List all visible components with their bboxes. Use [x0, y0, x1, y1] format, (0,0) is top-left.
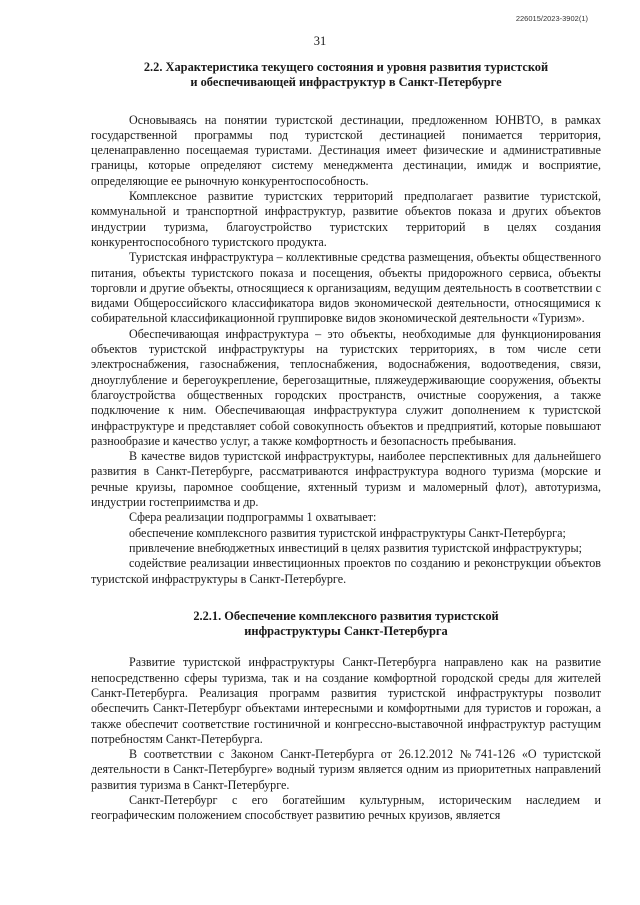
paragraph-subprogram-scope: Сфера реализации подпрограммы 1 охватывает:: [129, 510, 377, 525]
list-item: обеспечение комплексного развития туристской инфраструктуры Санкт-Петербурга;: [129, 525, 566, 540]
section-heading-line-2: и обеспечивающей инфраструктур в Санкт-Петербурге: [190, 75, 502, 90]
section-heading-line-1: 2.2. Характеристика текущего состояния и уровня развития туристской: [143, 60, 549, 74]
paragraph-river-cruises: Санкт-Петербург с его богатейшим культурным, историческим наследием и географическим положением способствует развитию речных круизов, является: [91, 793, 601, 823]
paragraph-complex-development: Комплексное развитие туристских территорий предполагает развитие туристской, коммунальной и транспортной инфраструктур, развитие объектов показа и других объектов индустрии туризма, благоустройство туристских территорий в целях создания конкурентоспособного туристского продукта.: [91, 189, 601, 249]
subsection-heading-line-2: инфраструктуры Санкт-Петербурга: [244, 624, 448, 639]
page-number: 31: [313, 34, 327, 48]
paragraph-tourist-infrastructure: Туристская инфраструктура – коллективные средства размещения, объекты общественного питания, объекты туристского показа и посещения, объекты придорожного сервиса, объекты торговли и другие объекты, относящиеся к организациям, ведущим деятельность в соответствии с видами Общероссийского классификатора видов экономической деятельности, относящимися к собирательной классификационной группировке видов экономической деятельности «Туризм».: [91, 250, 601, 326]
paragraph-infrastructure-development: Развитие туристской инфраструктуры Санкт-Петербурга направлено как на развитие непосредственно сферы туризма, так и на создание комфортной городской среды для жителей Санкт-Петербурга. Реализация программ развития туристской инфраструктуры позволит обеспечить Санкт-Петербург объектами интересными и комфортными для туристов и горожан, а также обеспечит соответствие гостиничной и конгрессно-выставочной инфраструктур растущим потребностям Санкт-Петербурга.: [91, 655, 601, 746]
paragraph-perspective-types: В качестве видов туристской инфраструктуры, наиболее перспективных для дальнейшего развития в Санкт-Петербурге, рассматриваются инфраструктура водного туризма (морские и речные круизы, паромное сообщение, яхтенный туризм и маломерный флот), автотуризма, индустрии гостеприимства и др.: [91, 449, 601, 510]
document-registration-code: 226015/2023-3902(1): [515, 14, 588, 23]
paragraph-destination-definition: Основываясь на понятии туристской дестинации, предложенном ЮНВТО, в рамках государственной программы под туристской дестинацией понимается территория, целенаправленно посещаемая туристами. Дестинация имеет физические и административные границы, которые определяют систему менеджмента дестинации, имидж и восприятие, определяющие ее рыночную конкурентоспособность.: [91, 112, 601, 188]
paragraph-law-reference: В соответствии с Законом Санкт-Петербурга от 26.12.2012 №741-126 «О туристской деятельности в Санкт-Петербурге» водный туризм является одним из приоритетных направлений развития туризма в Санкт-Петербурге.: [91, 747, 601, 792]
subsection-heading-line-1: 2.2.1. Обеспечение комплексного развития туристской: [193, 608, 499, 623]
list-item: привлечение внебюджетных инвестиций в целях развития туристской инфраструктуры;: [129, 540, 583, 555]
page-body: [91, 60, 601, 824]
list-item: содействие реализации инвестиционных проектов по созданию и реконструкции объектов туристской инфраструктуры в Санкт-Петербурге.: [91, 556, 601, 586]
paragraph-supporting-infrastructure: Обеспечивающая инфраструктура – это объекты, необходимые для функционирования объектов туристской инфраструктуры на туристских территориях, в том числе сети электроснабжения, газоснабжения, теплоснабжения, водоснабжения, водоотведения, связи, дноуглубление и берегоукрепление, берегозащитные, пляжеудерживающие сооружения, объекты благоустройства общественных городских пространств, очистные сооружения, а также подключение к ним. Обеспечивающая инфраструктура служит дополнением к туристской инфраструктуре и представляет собой совокупность объектов и предприятий, которые повышают разнообразие и качество услуг, а также комфортность и безопасность пребывания.: [91, 326, 601, 448]
